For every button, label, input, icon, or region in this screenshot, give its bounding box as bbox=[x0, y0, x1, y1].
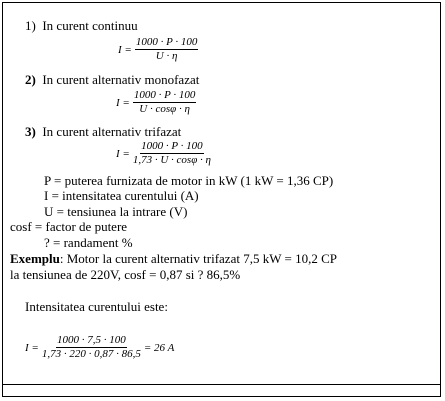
formula-three-phase bbox=[116, 140, 211, 167]
item-1-number: 1) bbox=[25, 18, 36, 33]
formula-example-numerator: 1000 · 7,5 · 100 bbox=[56, 334, 126, 346]
item-2-number: 2) bbox=[25, 72, 36, 87]
item-1-heading bbox=[25, 18, 138, 33]
formula-example-result: = 26 A bbox=[143, 341, 175, 354]
item-2-heading bbox=[25, 72, 199, 87]
definition-power-factor: cosf = factor de putere bbox=[10, 219, 128, 234]
formula-dc bbox=[118, 36, 198, 63]
example-label: Exemplu bbox=[10, 251, 60, 266]
formula-dc-numerator: 1000 · P · 100 bbox=[135, 36, 198, 48]
formula-single-phase-denominator: U · cosφ · η bbox=[139, 103, 190, 115]
formula-example bbox=[25, 334, 174, 361]
formula-dc-denominator: U · η bbox=[155, 50, 178, 62]
definition-current: I = intensitatea curentului (A) bbox=[44, 188, 199, 203]
definition-efficiency: ? = randament % bbox=[44, 235, 133, 250]
item-3-title: In curent alternativ trifazat bbox=[42, 124, 182, 139]
example-line-2: la tensiunea de 220V, cosf = 0,87 si ? 86,5% bbox=[10, 267, 241, 282]
formula-three-phase-lhs: I = bbox=[116, 147, 130, 160]
frame-divider bbox=[3, 384, 440, 385]
item-3-heading bbox=[25, 124, 181, 139]
formula-single-phase bbox=[116, 89, 196, 116]
formula-example-lhs: I = bbox=[25, 341, 39, 354]
example-line-1 bbox=[10, 251, 337, 266]
definition-power: P = puterea furnizata de motor in kW (1 kW = 1,36 CP) bbox=[44, 173, 334, 188]
formula-single-phase-lhs: I = bbox=[116, 96, 130, 109]
intensity-label: Intensitatea curentului este: bbox=[25, 299, 168, 314]
formula-three-phase-numerator: 1000 · P · 100 bbox=[141, 140, 203, 152]
formula-example-denominator: 1,73 · 220 · 0,87 · 86,5 bbox=[41, 348, 141, 360]
formula-single-phase-numerator: 1000 · P · 100 bbox=[133, 89, 196, 101]
item-2-title: In curent alternativ monofazat bbox=[42, 72, 200, 87]
definition-voltage: U = tensiunea la intrare (V) bbox=[44, 204, 188, 219]
item-3-number: 3) bbox=[25, 124, 36, 139]
formula-dc-lhs: I = bbox=[118, 43, 132, 56]
item-1-title: In curent continuu bbox=[42, 18, 138, 33]
formula-three-phase-denominator: 1,73 · U · cosφ · η bbox=[132, 154, 211, 166]
example-text-1: : Motor la curent alternativ trifazat 7,5 kW = 10,2 CP bbox=[59, 251, 337, 266]
